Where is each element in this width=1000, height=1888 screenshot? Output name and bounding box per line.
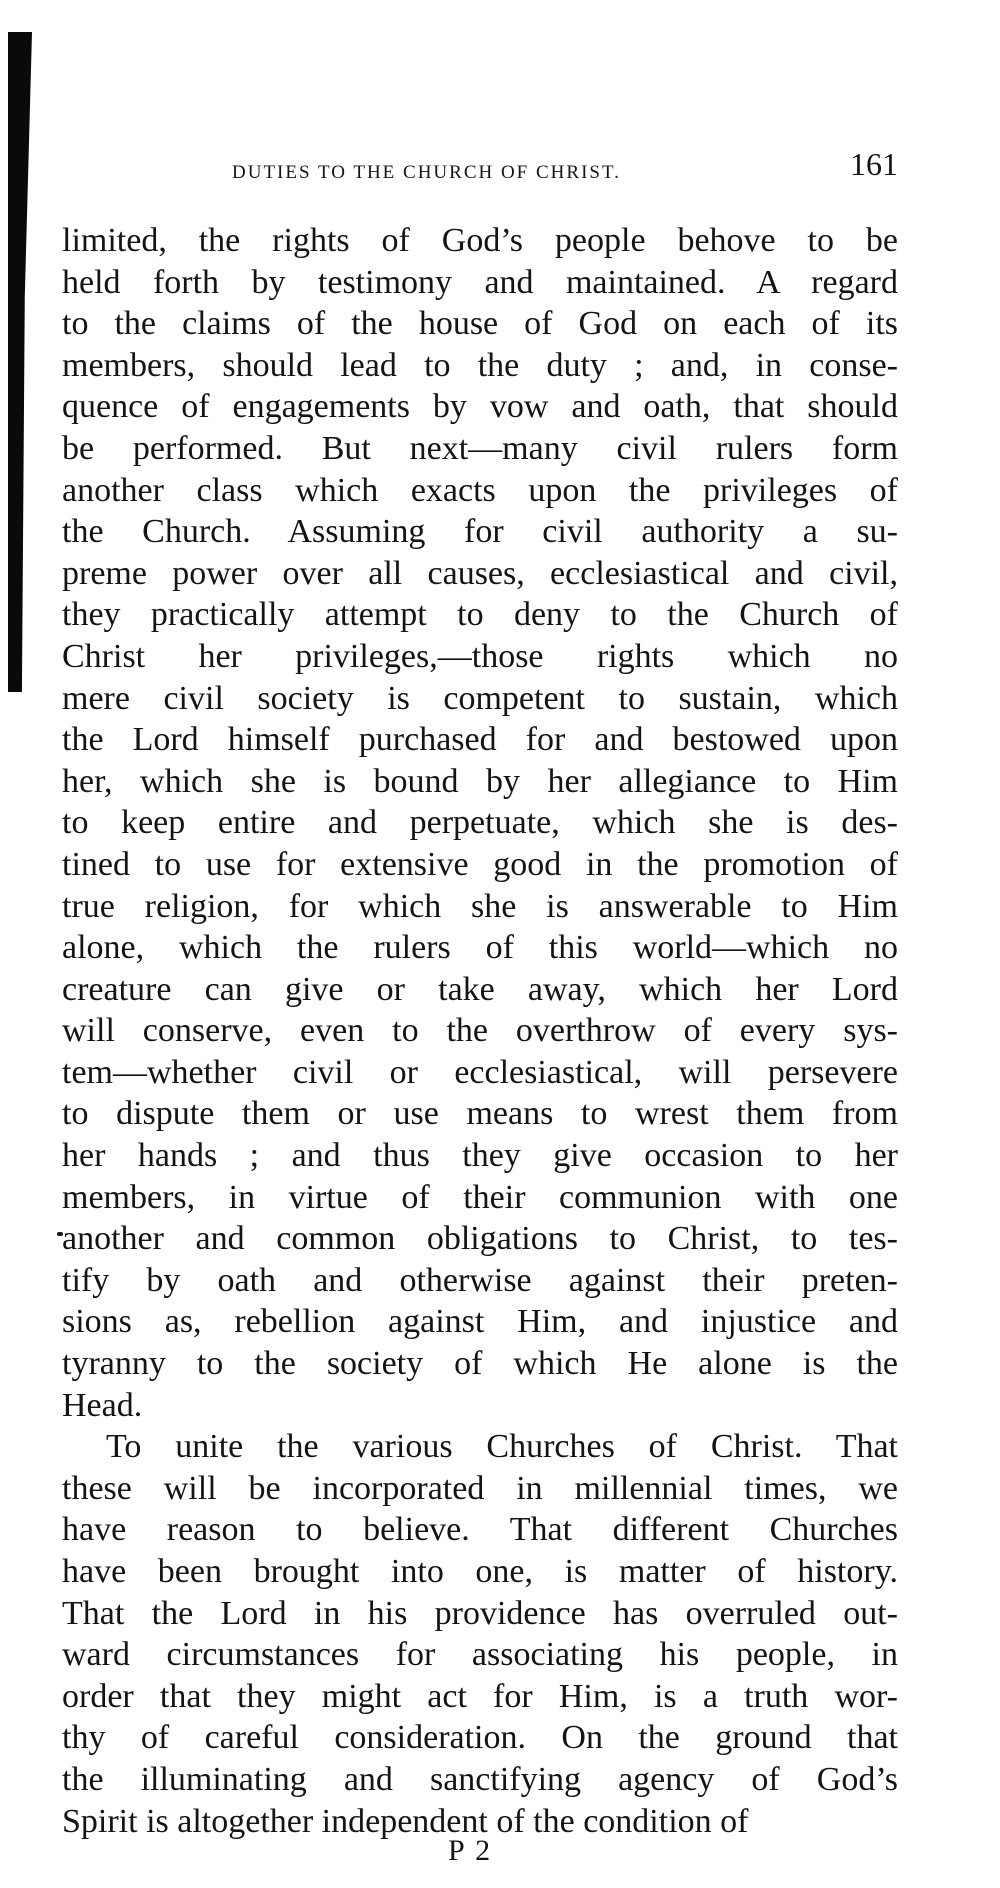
text-line: tify by oath and otherwise against their preten- [62,1261,898,1299]
text-line: true religion, for which she is answerable to Him [62,887,898,925]
text-line: limited, the rights of God’s people behove to be [62,222,898,259]
text-line: have been brought into one, is matter of history. [62,1553,898,1590]
paragraph [62,220,898,1426]
text-line: will conserve, even to the overthrow of every sys- [62,1012,898,1050]
paragraph [62,1426,898,1842]
text-line: the illuminating and sanctifying agency of God’s [62,1760,898,1798]
text-line: preme power over all causes, ecclesiastical and civil, [62,554,898,592]
text-line: order that they might act for Him, is a truth wor- [62,1677,898,1715]
text-line: her hands ; and thus they give occasion to her [62,1137,898,1175]
text-line: ward circumstances for associating his people, in [62,1636,898,1674]
signature-mark: P 2 [448,1834,493,1867]
text-line: the Lord himself purchased for and bestowed upon [62,721,898,759]
text-line: That the Lord in his providence has overruled out- [62,1594,898,1632]
text-line: Spirit is altogether independent of the condition of [62,1802,749,1840]
text-line: another class which exacts upon the privileges of [62,471,898,509]
text-line: members, in virtue of their communion with one [62,1178,898,1216]
text-line: members, should lead to the duty ; and, in conse- [62,346,898,384]
text-line: alone, which the rulers of this world—which no [62,929,898,967]
text-line: be performed. But next—many civil rulers form [62,429,898,467]
text-line: held forth by testimony and maintained. A regard [62,263,898,301]
text-line: Head. [62,1386,143,1424]
text-line: Christ her privileges,—those rights which no [62,637,898,675]
text-line: thy of careful consideration. On the ground that [62,1719,898,1757]
running-head [60,146,898,192]
text-line: have reason to believe. That different Churches [62,1511,898,1549]
text-line: the Church. Assuming for civil authority a su- [62,513,898,551]
page-number: 161 [850,146,898,182]
text-line: mere civil society is competent to sustain, which [62,679,898,717]
text-line: quence of engagements by vow and oath, that should [62,388,898,426]
text-line: To unite the various Churches of Christ. That [106,1428,898,1466]
text-line: to keep entire and perpetuate, which she is des- [62,804,898,842]
body-text [62,220,898,1842]
text-line: creature can give or take away, which her Lord [62,970,898,1008]
text-line: they practically attempt to deny to the Church of [62,596,898,634]
binding-edge-shadow [8,32,32,692]
text-line: tined to use for extensive good in the promotion of [62,845,898,883]
text-line: these will be incorporated in millennial times, we [62,1469,898,1507]
text-line: another and common obligations to Christ, to tes- [62,1220,898,1258]
text-line: her, which she is bound by her allegiance to Him [62,762,898,800]
text-line: to dispute them or use means to wrest them from [62,1095,898,1133]
running-title: DUTIES TO THE CHURCH OF CHRIST. [232,162,621,183]
text-line: sions as, rebellion against Him, and injustice and [62,1303,898,1341]
text-line: to the claims of the house of God on each of its [62,305,898,343]
text-line: tem—whether civil or ecclesiastical, will persevere [62,1053,898,1091]
text-line: tyranny to the society of which He alone is the [62,1345,898,1383]
